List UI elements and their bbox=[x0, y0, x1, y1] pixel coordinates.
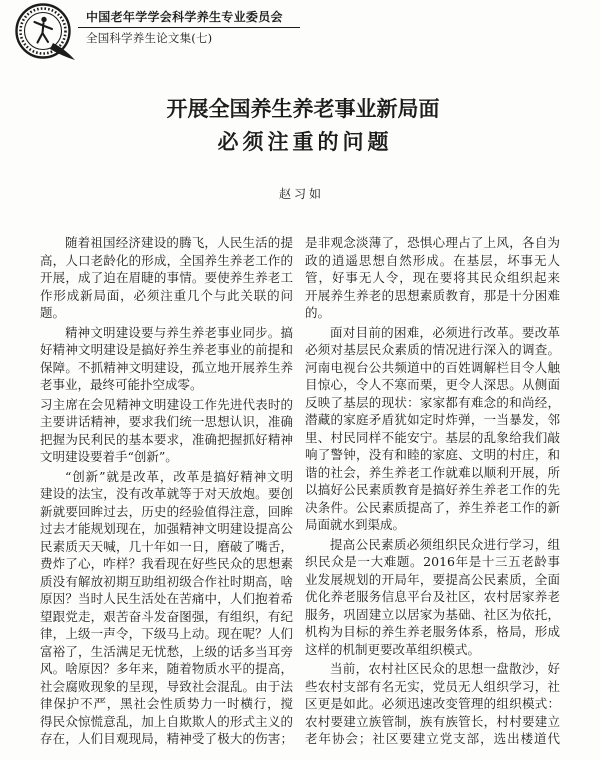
body-paragraph bbox=[40, 234, 293, 322]
text-line: 响了警钟，没有和睦的家庭、文明的村庄，和 bbox=[305, 447, 560, 462]
text-line: 这样的机制更要改革组织模式。 bbox=[305, 641, 481, 657]
text-line: 管，好事无人令，现在要将其民众组织起来 bbox=[305, 270, 560, 285]
text-column-left bbox=[40, 234, 293, 748]
text-line: 以搞好公民素质教育是搞好养生养老工作的先 bbox=[305, 482, 560, 497]
header-divider bbox=[78, 27, 300, 28]
text-line: 开展养生养老的思想素质教育，那是十分困难 bbox=[305, 287, 560, 303]
text-line: 提高公民素质必须组织民众进行学习，组 bbox=[330, 536, 560, 552]
text-line: 新就要回眸过去，历史的经验值得注意，回眸 bbox=[40, 503, 293, 519]
text-line: 建设的法宝，没有改革就等于对天放炮。要创 bbox=[40, 486, 293, 501]
text-line: 业发展规划的开局年，要提高公民素质，全面 bbox=[305, 571, 560, 587]
text-line: 政的逍遥思想自然形成。在基层，坏事无人 bbox=[305, 252, 560, 268]
text-line: 好精神文明建设是搞好养生养老事业的前提和 bbox=[40, 342, 293, 357]
text-line: 风。啥原因？多年来，随着物质水平的提高， bbox=[40, 661, 293, 676]
text-line: 决条件。公民素质提高了，养生养老工作的新 bbox=[305, 499, 560, 515]
text-line: 里、村民同样不能安宁。基层的乱象给我们敲 bbox=[305, 429, 560, 445]
text-line: 必须对基层民众素质的情况进行深入的调查。 bbox=[305, 342, 560, 357]
body-paragraph bbox=[305, 234, 560, 322]
text-line: 望跟党走，艰苦奋斗发奋图强，有组织，有纪 bbox=[40, 608, 293, 624]
text-line: 农村要建立族管制，族有族管长，村村要建立 bbox=[305, 713, 560, 729]
text-line: 区更是如此。必须迅速改变管理的组织模式： bbox=[305, 696, 560, 711]
article-title-line: 必须注重的问题 bbox=[217, 129, 393, 154]
text-line: 富裕了，生活满足无忧愁，上级的话多当耳旁 bbox=[40, 643, 293, 659]
text-line: 谐的社会，养生养老工作就难以顺利开展，所 bbox=[305, 464, 560, 480]
text-line: 机构为目标的养生养老服务体系，格局，形成 bbox=[305, 624, 560, 639]
header-org-name: 中国老年学学会科学养生专业委员会 bbox=[86, 10, 283, 24]
text-line: 老年协会；社区要建立党支部，选出楼道代 bbox=[305, 731, 560, 746]
text-line: 当前，农村社区民众的思想一盘散沙，好 bbox=[330, 661, 560, 676]
body-paragraph bbox=[305, 536, 560, 659]
text-line: 文明建设要着手“创新”。 bbox=[40, 449, 178, 464]
text-line: 河南电视台公共频道中的百姓调解栏目令人触 bbox=[305, 359, 560, 375]
text-line: 精神文明建设要与养生养老事业同步。搞 bbox=[65, 324, 293, 340]
text-line: 原因？当时人民生活处在苦痛中，人们抱着希 bbox=[40, 591, 293, 606]
text-line: 作形成新局面，必须注重几个与此关联的问 bbox=[40, 287, 293, 303]
body-paragraph bbox=[40, 396, 293, 466]
body-paragraph bbox=[305, 324, 560, 534]
text-line: 开展，成了迫在眉睫的事情。要使养生养老工 bbox=[40, 270, 293, 285]
text-line: 的。 bbox=[305, 305, 331, 320]
text-line: 费炸了心，咋样？我看现在好些民众的思想素 bbox=[40, 556, 293, 571]
text-line: 律，上级一声令，下级马上动。现在呢？人们 bbox=[40, 626, 293, 641]
text-line: 老事业，最终可能扑空成零。 bbox=[40, 377, 203, 392]
text-line: 社会腐败现象的呈现，导致社会混乱。由于法 bbox=[40, 678, 293, 694]
text-line: 局面就水到渠成。 bbox=[305, 517, 406, 532]
society-emblem-icon bbox=[12, 2, 76, 62]
header-series-title: 全国科学养生论文集(七) bbox=[86, 31, 213, 45]
article-title-line: 开展全国养生养老事业新局面 bbox=[166, 96, 440, 121]
text-line: 得民众惊慌意乱，加上自欺欺人的形式主义的 bbox=[40, 713, 293, 729]
body-paragraph bbox=[305, 660, 560, 748]
text-line: 织民众是一大难题。2016年是十三五老龄事 bbox=[305, 554, 560, 569]
text-line: 存在，人们目观现局，精神受了极大的伤害； bbox=[40, 731, 293, 746]
text-line: 民素质天天喊，几十年如一日，磨破了嘴舌， bbox=[40, 538, 293, 554]
text-line: 面对目前的困难，必须进行改革。要改革 bbox=[330, 324, 560, 340]
text-line: 律保护不严，黑社会性质势力一时横行，搅 bbox=[40, 696, 293, 711]
text-line: 优化养老服务信息平台及社区，农村居家养老 bbox=[305, 589, 560, 604]
text-line: 主要讲话精神，要求我们统一思想认识，准确 bbox=[40, 414, 293, 429]
text-line: 过去才能规划现在，加强精神文明建设提高公 bbox=[40, 521, 293, 536]
text-line: 潜藏的家庭矛盾犹如定时炸弹，一当暴发，邻 bbox=[305, 412, 560, 427]
text-line: 习主席在会见精神文明建设工作先进代表时的 bbox=[40, 396, 293, 412]
text-line: “创新”就是改革，改革是搞好精神文明 bbox=[65, 468, 293, 484]
text-line: 反映了基层的现状：家家都有难念的和尚经， bbox=[305, 394, 560, 410]
body-paragraph bbox=[40, 324, 293, 394]
text-line: 高，人口老龄化的形成，全国养生养老工作的 bbox=[40, 252, 293, 268]
text-line: 些农村支部有名无实，党员无人组织学习，社 bbox=[305, 678, 560, 694]
text-line: 目惊心，令人不寒而栗，更令人深思。从侧面 bbox=[305, 377, 560, 392]
text-line: 把握为民利民的基本要求，准确把握抓好精神 bbox=[40, 431, 293, 447]
text-line: 是非观念淡薄了，恐惧心理占了上风，各自为 bbox=[305, 235, 560, 250]
article-author: 赵习如 bbox=[278, 187, 324, 201]
text-line: 服务，巩固建立以居家为基础、社区为依托， bbox=[305, 606, 560, 622]
text-line: 保障。不抓精神文明建设，孤立地开展养生养 bbox=[40, 359, 293, 375]
text-line: 题。 bbox=[40, 305, 66, 320]
text-line: 质没有解放初期互助组初级合作社时期高，啥 bbox=[40, 573, 293, 589]
text-column-right bbox=[305, 234, 560, 748]
text-line: 随着祖国经济建设的腾飞，人民生活的提 bbox=[65, 235, 293, 250]
body-paragraph bbox=[40, 468, 293, 748]
